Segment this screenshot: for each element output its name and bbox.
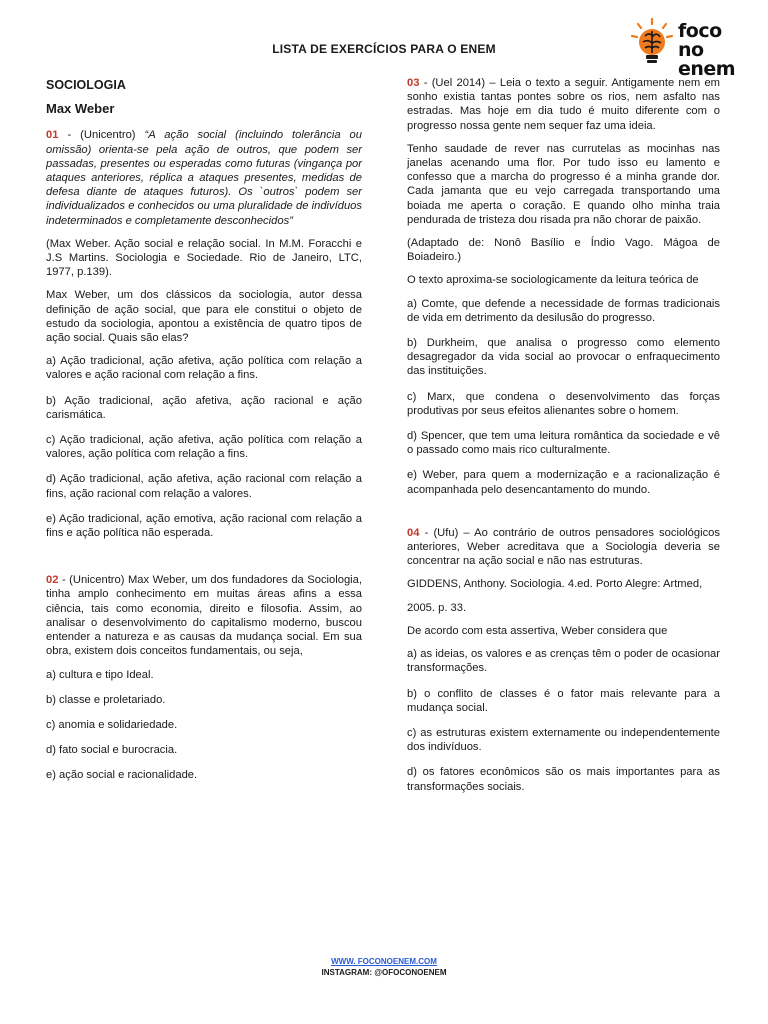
question-2-text: - (Unicentro) Max Weber, um dos fundadores da Sociologia, tinha amplo conhecimento em muitas áreas afins a essa ciência, tais como economia, direito e filosofia. Assim, ao analisar o desenvolvimento do capitalismo moderno, buscou entender a natureza e as causas da mudança social. Em sua obra, existem dois conceitos fundamentais, ou seja, (46, 574, 362, 658)
right-column (407, 76, 720, 805)
question-4-option-a: a) as ideias, os valores e as crenças têm o poder de ocasionar transformações. (407, 648, 720, 675)
question-4-option-d: d) os fatores econômicos são os mais importantes para as transformações sociais. (407, 766, 720, 793)
page-footer (0, 956, 768, 978)
question-2-option-c: c) anomia e solidariedade. (46, 718, 178, 731)
subject-heading: SOCIOLOGIA (46, 78, 126, 92)
question-1-intro (46, 128, 362, 227)
question-1-number: 01 (46, 129, 59, 142)
question-2-number: 02 (46, 574, 59, 587)
question-1-option-a: a) Ação tradicional, ação afetiva, ação política com relação a valores e ação racional com relação a fins. (46, 355, 362, 382)
question-4-intro (407, 526, 720, 569)
question-1-option-e: e) Ação tradicional, ação emotiva, ação racional com relação a fins e ação política não esperada. (46, 512, 362, 540)
question-3-option-b: b) Durkheim, que analisa o progresso como elemento desagregador da vida social ao provocar o enfraquecimento das instituições. (407, 337, 720, 378)
question-4-stem: De acordo com esta assertiva, Weber considera que (407, 624, 668, 637)
question-1-reference: (Max Weber. Ação social e relação social. In M.M. Foracchi e J.S Martins. Sociologia e Sociedade. Rio de Janeiro, LTC, 1977, p.139). (46, 237, 362, 279)
question-4-reference-line-2: 2005. p. 33. (407, 601, 467, 614)
brand-line-1: foco (678, 20, 722, 42)
question-3-intro (407, 76, 720, 133)
question-3-option-e: e) Weber, para quem a modernização e a racionalização é acompanhada pelo desencantamento do mundo. (407, 469, 720, 496)
brand-line-2: no enem (678, 39, 736, 80)
question-1-stem: Max Weber, um dos clássicos da sociologia, autor dessa definição de ação social, que para ele constitui o objeto de estudo da sociologia, apontou a existência de quatro tipos de ação social. Quais são elas? (46, 289, 362, 345)
question-2-option-b: b) classe e proletariado. (46, 693, 166, 706)
question-3-option-d: d) Spencer, que tem uma leitura romântica da sociedade e vê o passado como mais rico culturalmente. (407, 430, 720, 457)
question-3-number: 03 (407, 77, 420, 89)
question-3-stem: O texto aproxima-se sociologicamente da leitura teórica de (407, 274, 699, 287)
question-4-number: 04 (407, 526, 420, 539)
question-3-reference: (Adaptado de: Nonô Basílio e Índio Vago. Mágoa de Boiadeiro.) (407, 237, 720, 264)
question-2-option-e: e) ação social e racionalidade. (46, 769, 198, 782)
instagram-handle: INSTAGRAM: @OFOCONOENEM (321, 968, 447, 977)
question-3-text: - (Uel 2014) – Leia o texto a seguir. Antigamente nem em sonho existia tantas pontes sobre os rios, nem asfalto nas estradas. Mas hoje em dia tudo é muito diferente com o progresso nossa gente nem sequer faz uma ideia. (407, 77, 720, 132)
question-3-option-c: c) Marx, que condena o desenvolvimento das forças produtivas por seus efeitos alienantes sobre o homem. (407, 390, 720, 417)
author-heading: Max Weber (46, 101, 115, 117)
question-4-option-b: b) o conflito de classes é o fator mais relevante para a mudança social. (407, 687, 720, 714)
website-link[interactable]: WWW. FOCONOENEM.COM (331, 957, 437, 966)
question-1-source: - (Unicentro) (58, 129, 145, 142)
question-4-reference-line-1: GIDDENS, Anthony. Sociologia. 4.ed. Porto Alegre: Artmed, (407, 578, 703, 591)
question-1-option-c: c) Ação tradicional, ação afetiva, ação política com relação a valores, ação política com relação a fins. (46, 434, 362, 461)
question-1-option-b: b) Ação tradicional, ação afetiva, ação racional e ação carismática. (46, 394, 362, 421)
question-3-paragraph-2: Tenho saudade de rever nas currutelas as mocinhas nas janelas acenando uma flor. Por tudo isso eu lamento e confesso que a marcha do progresso é a minha grande dor. Cada jamanta que eu vejo carregada transportando uma boiada me aperta o coração. E quando olho minha traia pendurada de tristeza dou risada pra não chorar de paixão. (407, 142, 720, 226)
question-1-quote: “A ação social (incluindo tolerância ou omissão) orienta-se pela ação de outros, que podem ser passadas, presentes ou esperadas como futuras (vingança por ataques anteriores, réplica a ataques presentes, medidas de defesa diante de ataques futuros). Os `outros` podem ser individualizados e conhecidos ou uma pluralidade de indivíduos indeterminados e completamente desconhecidos” (46, 129, 362, 227)
spacer (46, 551, 362, 573)
question-2-intro (46, 573, 362, 658)
document-title: LISTA DE EXERCÍCIOS PARA O ENEM (272, 42, 496, 56)
question-4-text: - (Ufu) – Ao contrário de outros pensadores sociológicos anteriores, Weber acreditava que a Sociologia deveria se concentrar na ação social e não nas estruturas. (407, 526, 720, 568)
question-4-option-c: c) as estruturas existem externamente ou independentemente dos indivíduos. (407, 726, 720, 754)
left-column (46, 76, 362, 794)
question-2-option-d: d) fato social e burocracia. (46, 744, 178, 757)
question-3-option-a: a) Comte, que defende a necessidade de formas tradicionais de vida em detrimento da desilusão do progresso. (407, 297, 720, 324)
question-2-option-a: a) cultura e tipo Ideal. (46, 668, 154, 681)
question-1-option-d: d) Ação tradicional, ação afetiva, ação racional com relação a fins, ação racional com relação a valores. (46, 473, 362, 500)
spacer (407, 508, 720, 526)
